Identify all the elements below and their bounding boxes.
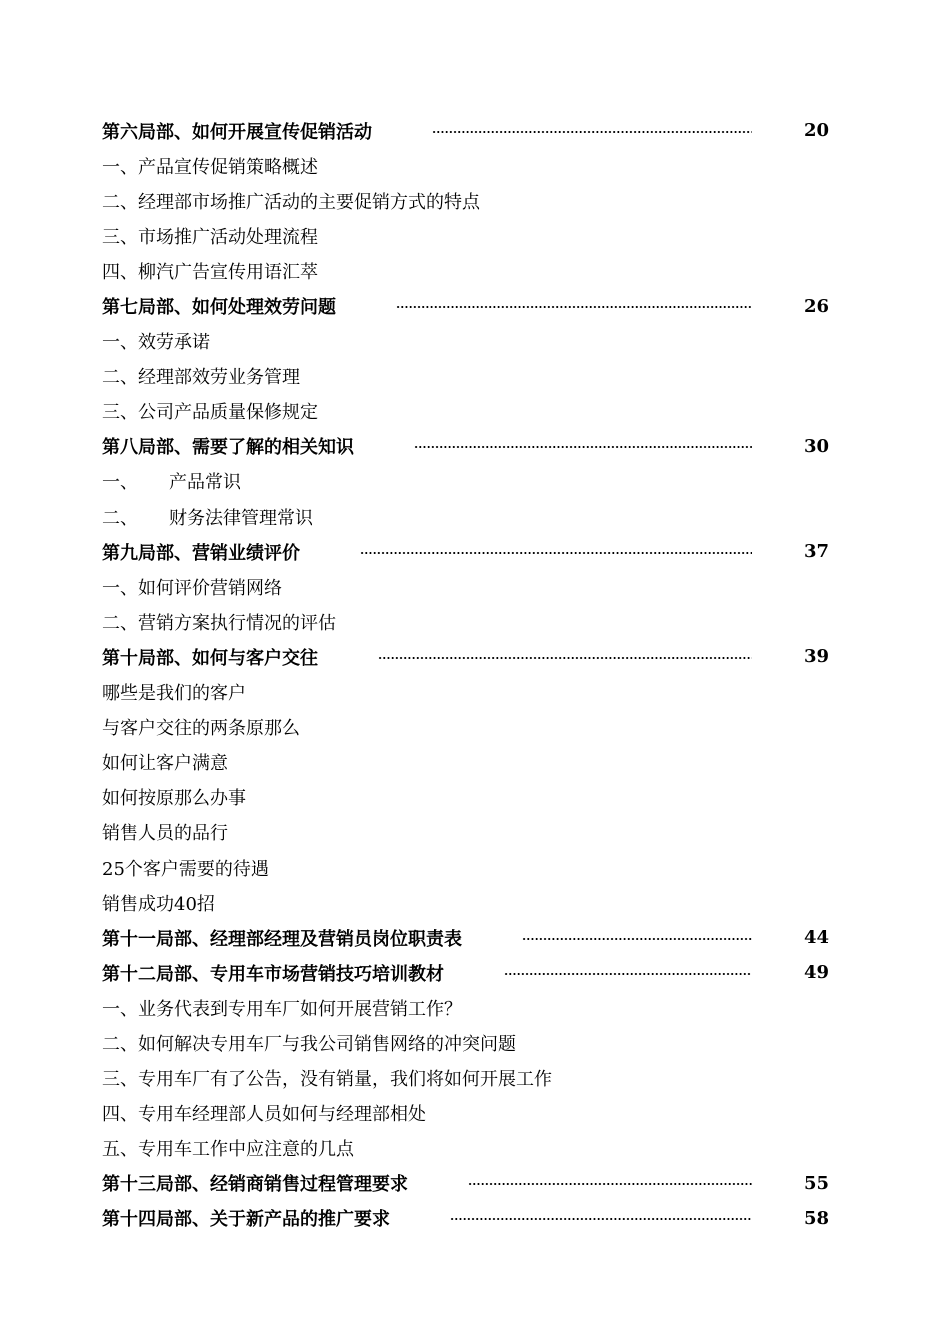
toc-item-row: [102, 359, 829, 394]
toc-item-row: [102, 850, 829, 885]
toc-chapter-row: [102, 534, 829, 569]
toc-chapter-row: [102, 429, 829, 464]
toc-item-title: 一、产品宣传促销策略概述: [102, 156, 318, 178]
toc-leader-dots: [468, 1183, 752, 1185]
toc-item-title: 四、专用车经理部人员如何与经理部相处: [102, 1104, 426, 1126]
toc-item-row: [102, 745, 829, 780]
toc-chapter-row: [102, 1201, 829, 1236]
toc-item-row: [102, 253, 829, 288]
toc-item-title: 三、公司产品质量保修规定: [102, 402, 318, 424]
toc-leader-dots: [414, 446, 752, 448]
toc-chapter-title: 第七局部、如何处理效劳问题: [102, 297, 336, 319]
toc-item-row: [102, 569, 829, 604]
toc-item-title: 二、经理部效劳业务管理: [102, 367, 300, 389]
toc-item-title: 产品常识: [169, 472, 241, 494]
toc-chapter-title: 第六局部、如何开展宣传促销活动: [102, 121, 372, 143]
toc-item-row: [102, 499, 829, 534]
toc-item-row: [102, 675, 829, 710]
toc-item-title: 如何按原那么办事: [102, 788, 246, 810]
toc-chapter-title: 第八局部、需要了解的相关知识: [102, 437, 354, 459]
toc-chapter-row: [102, 113, 829, 148]
toc-item-row: [102, 990, 829, 1025]
toc-item-row: [102, 885, 829, 920]
table-of-contents: [102, 113, 829, 1236]
toc-item-row: [102, 710, 829, 745]
toc-item-row: [102, 394, 829, 429]
toc-item-row: [102, 464, 829, 499]
toc-leader-dots: [378, 657, 752, 659]
toc-chapter-title: 第十一局部、经理部经理及营销员岗位职责表: [102, 928, 462, 950]
toc-item-title: 如何让客户满意: [102, 753, 228, 775]
toc-item-title: 二、如何解决专用车厂与我公司销售网络的冲突问题: [102, 1033, 516, 1055]
toc-chapter-row: [102, 955, 829, 990]
toc-item-title: 四、柳汽广告宣传用语汇萃: [102, 261, 318, 283]
toc-item-title: 二、营销方案执行情况的评估: [102, 612, 336, 634]
toc-chapter-row: [102, 288, 829, 323]
toc-item-title: 与客户交往的两条原那么: [102, 718, 300, 740]
toc-page-number: 39: [803, 646, 829, 668]
toc-chapter-row: [102, 920, 829, 955]
toc-item-title: 一、效劳承诺: [102, 332, 210, 354]
toc-item-row: [102, 815, 829, 850]
toc-item-row: [102, 148, 829, 183]
toc-chapter-title: 第十二局部、专用车市场营销技巧培训教材: [102, 963, 444, 985]
toc-item-row: [102, 1131, 829, 1166]
toc-leader-dots: [432, 131, 752, 133]
toc-chapter-title: 第十局部、如何与客户交往: [102, 647, 318, 669]
toc-page-number: 55: [803, 1172, 829, 1194]
toc-item-title: 五、专用车工作中应注意的几点: [102, 1139, 354, 1161]
toc-page-number: 30: [803, 435, 829, 457]
toc-page-number: 49: [803, 962, 829, 984]
toc-page-number: 58: [803, 1207, 829, 1229]
toc-item-title: 哪些是我们的客户: [102, 683, 246, 705]
toc-item-title: 三、市场推广活动处理流程: [102, 226, 318, 248]
toc-item-row: [102, 1096, 829, 1131]
toc-item-row: [102, 218, 829, 253]
toc-chapter-title: 第十三局部、经销商销售过程管理要求: [102, 1174, 408, 1196]
toc-item-row: [102, 1025, 829, 1060]
toc-item-title: 二、经理部市场推广活动的主要促销方式的特点: [102, 191, 480, 213]
toc-leader-dots: [504, 973, 752, 975]
toc-page-number: 20: [803, 120, 829, 142]
toc-leader-dots: [360, 552, 752, 554]
toc-item-title: 销售人员的品行: [102, 823, 228, 845]
toc-item-row: [102, 324, 829, 359]
toc-page-number: 26: [803, 295, 829, 317]
toc-item-row: [102, 780, 829, 815]
toc-leader-dots: [450, 1218, 752, 1220]
toc-chapter-row: [102, 639, 829, 674]
toc-page-number: 44: [803, 927, 829, 949]
toc-item-row: [102, 1061, 829, 1096]
toc-item-number: 一、: [102, 472, 138, 494]
toc-item-title: 25个客户需要的待遇: [102, 858, 269, 880]
toc-item-title: 一、业务代表到专用车厂如何开展营销工作？: [102, 998, 462, 1020]
toc-item-title: 销售成功40招: [102, 893, 215, 915]
toc-chapter-title: 第九局部、营销业绩评价: [102, 542, 300, 564]
toc-item-row: [102, 604, 829, 639]
toc-item-row: [102, 183, 829, 218]
toc-item-title: 三、专用车厂有了公告，没有销量，我们将如何开展工作: [102, 1069, 552, 1091]
toc-leader-dots: [522, 938, 752, 940]
toc-page-number: 37: [803, 541, 829, 563]
toc-leader-dots: [396, 306, 752, 308]
toc-chapter-row: [102, 1166, 829, 1201]
toc-item-title: 一、如何评价营销网络: [102, 577, 282, 599]
toc-item-title: 财务法律管理常识: [169, 507, 313, 529]
toc-chapter-title: 第十四局部、关于新产品的推广要求: [102, 1209, 390, 1231]
toc-item-number: 二、: [102, 507, 138, 529]
